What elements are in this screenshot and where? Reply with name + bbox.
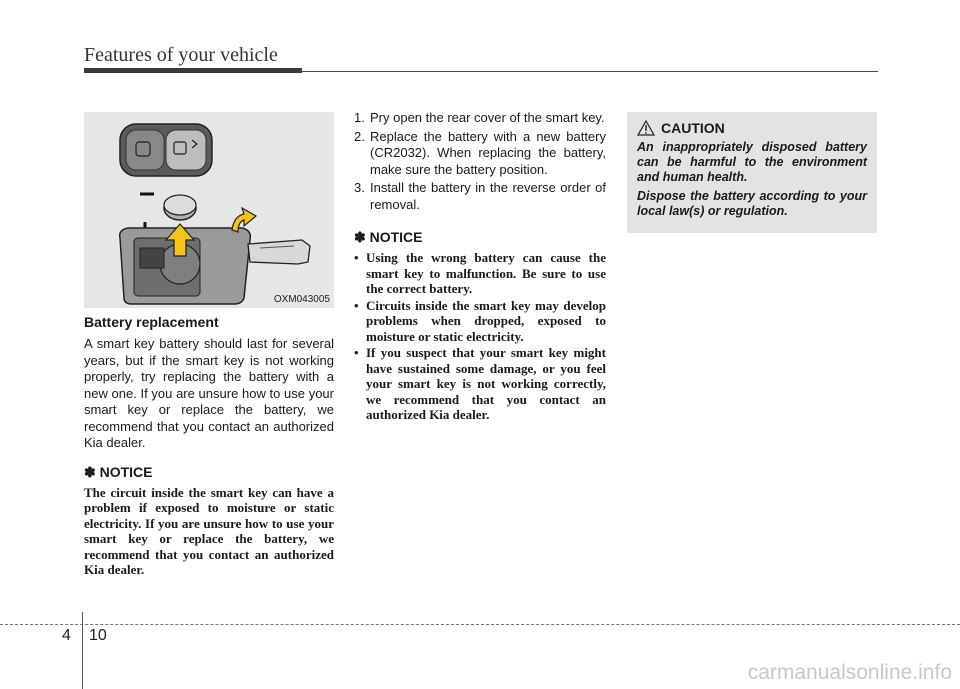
step-text: Pry open the rear cover of the smart key. (370, 110, 605, 125)
header-accent-bar (84, 68, 302, 73)
notice-list-item: • Circuits inside the smart key may develop problems when dropped, exposed to moisture or static electricity. (354, 297, 606, 344)
page-header-title: Features of your vehicle (84, 44, 278, 66)
replacement-steps (354, 110, 606, 213)
caution-title: CAUTION (661, 120, 725, 136)
step-text: Replace the battery with a new battery (CR2032). When replacing the battery, make sure the battery position. (370, 128, 606, 177)
notice-list-item: • Using the wrong battery can cause the smart key to malfunction. Be sure to use the correct battery. (354, 250, 606, 296)
open-key-body-icon (120, 228, 310, 304)
step-number: 1. (354, 110, 365, 125)
battery-replacement-body: A smart key battery should last for several years, but if the smart key is not working properly, try replacing the battery with a new one. If you are unsure how to use your smart key or replace the battery, we recommend that you contact an authorized Kia dealer. (84, 336, 334, 450)
footer-dashed-rule (0, 624, 960, 625)
footer-vertical-rule (82, 612, 83, 689)
step-text: Install the battery in the reverse order of removal. (370, 180, 606, 212)
header-rule (300, 71, 878, 72)
step-number: 2. (354, 128, 365, 144)
caution-box (627, 112, 877, 233)
notice-list-item: • If you suspect that your smart key might have sustained some damage, or you feel your smart key is not working correctly, we recommend that you contact an authorized Kia dealer. (354, 345, 606, 422)
bullet-icon: • (354, 250, 359, 265)
figure-code: OXM043005 (273, 294, 330, 305)
key-fob-icon (120, 124, 212, 176)
watermark-text: carmanualsonline.info (747, 661, 952, 684)
bullet-icon: • (354, 297, 359, 313)
notice-text: The circuit inside the smart key can have a problem if exposed to moisture or static electricity. If you are unsure how to use your smart key or replace the battery, we recommend that you contact an authorized Kia dealer. (84, 484, 334, 577)
column-middle (354, 110, 606, 424)
notice-heading: ✽ NOTICE (84, 463, 153, 480)
notice-heading-2: ✽ NOTICE (354, 229, 423, 245)
step-item (354, 180, 606, 213)
step-item (354, 129, 606, 179)
bullet-icon: • (354, 345, 359, 360)
step-item (354, 110, 606, 127)
caution-header (637, 120, 867, 136)
page-number: 10 (89, 627, 107, 644)
battery-replacement-heading: Battery replacement (84, 314, 219, 330)
smart-key-illustration (84, 112, 334, 308)
smart-key-battery-drawing (84, 112, 334, 308)
warning-triangle-icon (637, 120, 655, 136)
notice-list (354, 250, 606, 423)
column-left (84, 314, 334, 578)
caution-paragraph-1: An inappropriately disposed battery can be harmful to the environment and human health. (637, 140, 867, 184)
caution-paragraph-2: Dispose the battery according to your local law(s) or regulation. (637, 189, 867, 218)
section-number: 4 (62, 627, 71, 644)
column-right (627, 112, 877, 233)
step-number: 3. (354, 180, 365, 195)
coin-battery-icon (164, 195, 196, 220)
